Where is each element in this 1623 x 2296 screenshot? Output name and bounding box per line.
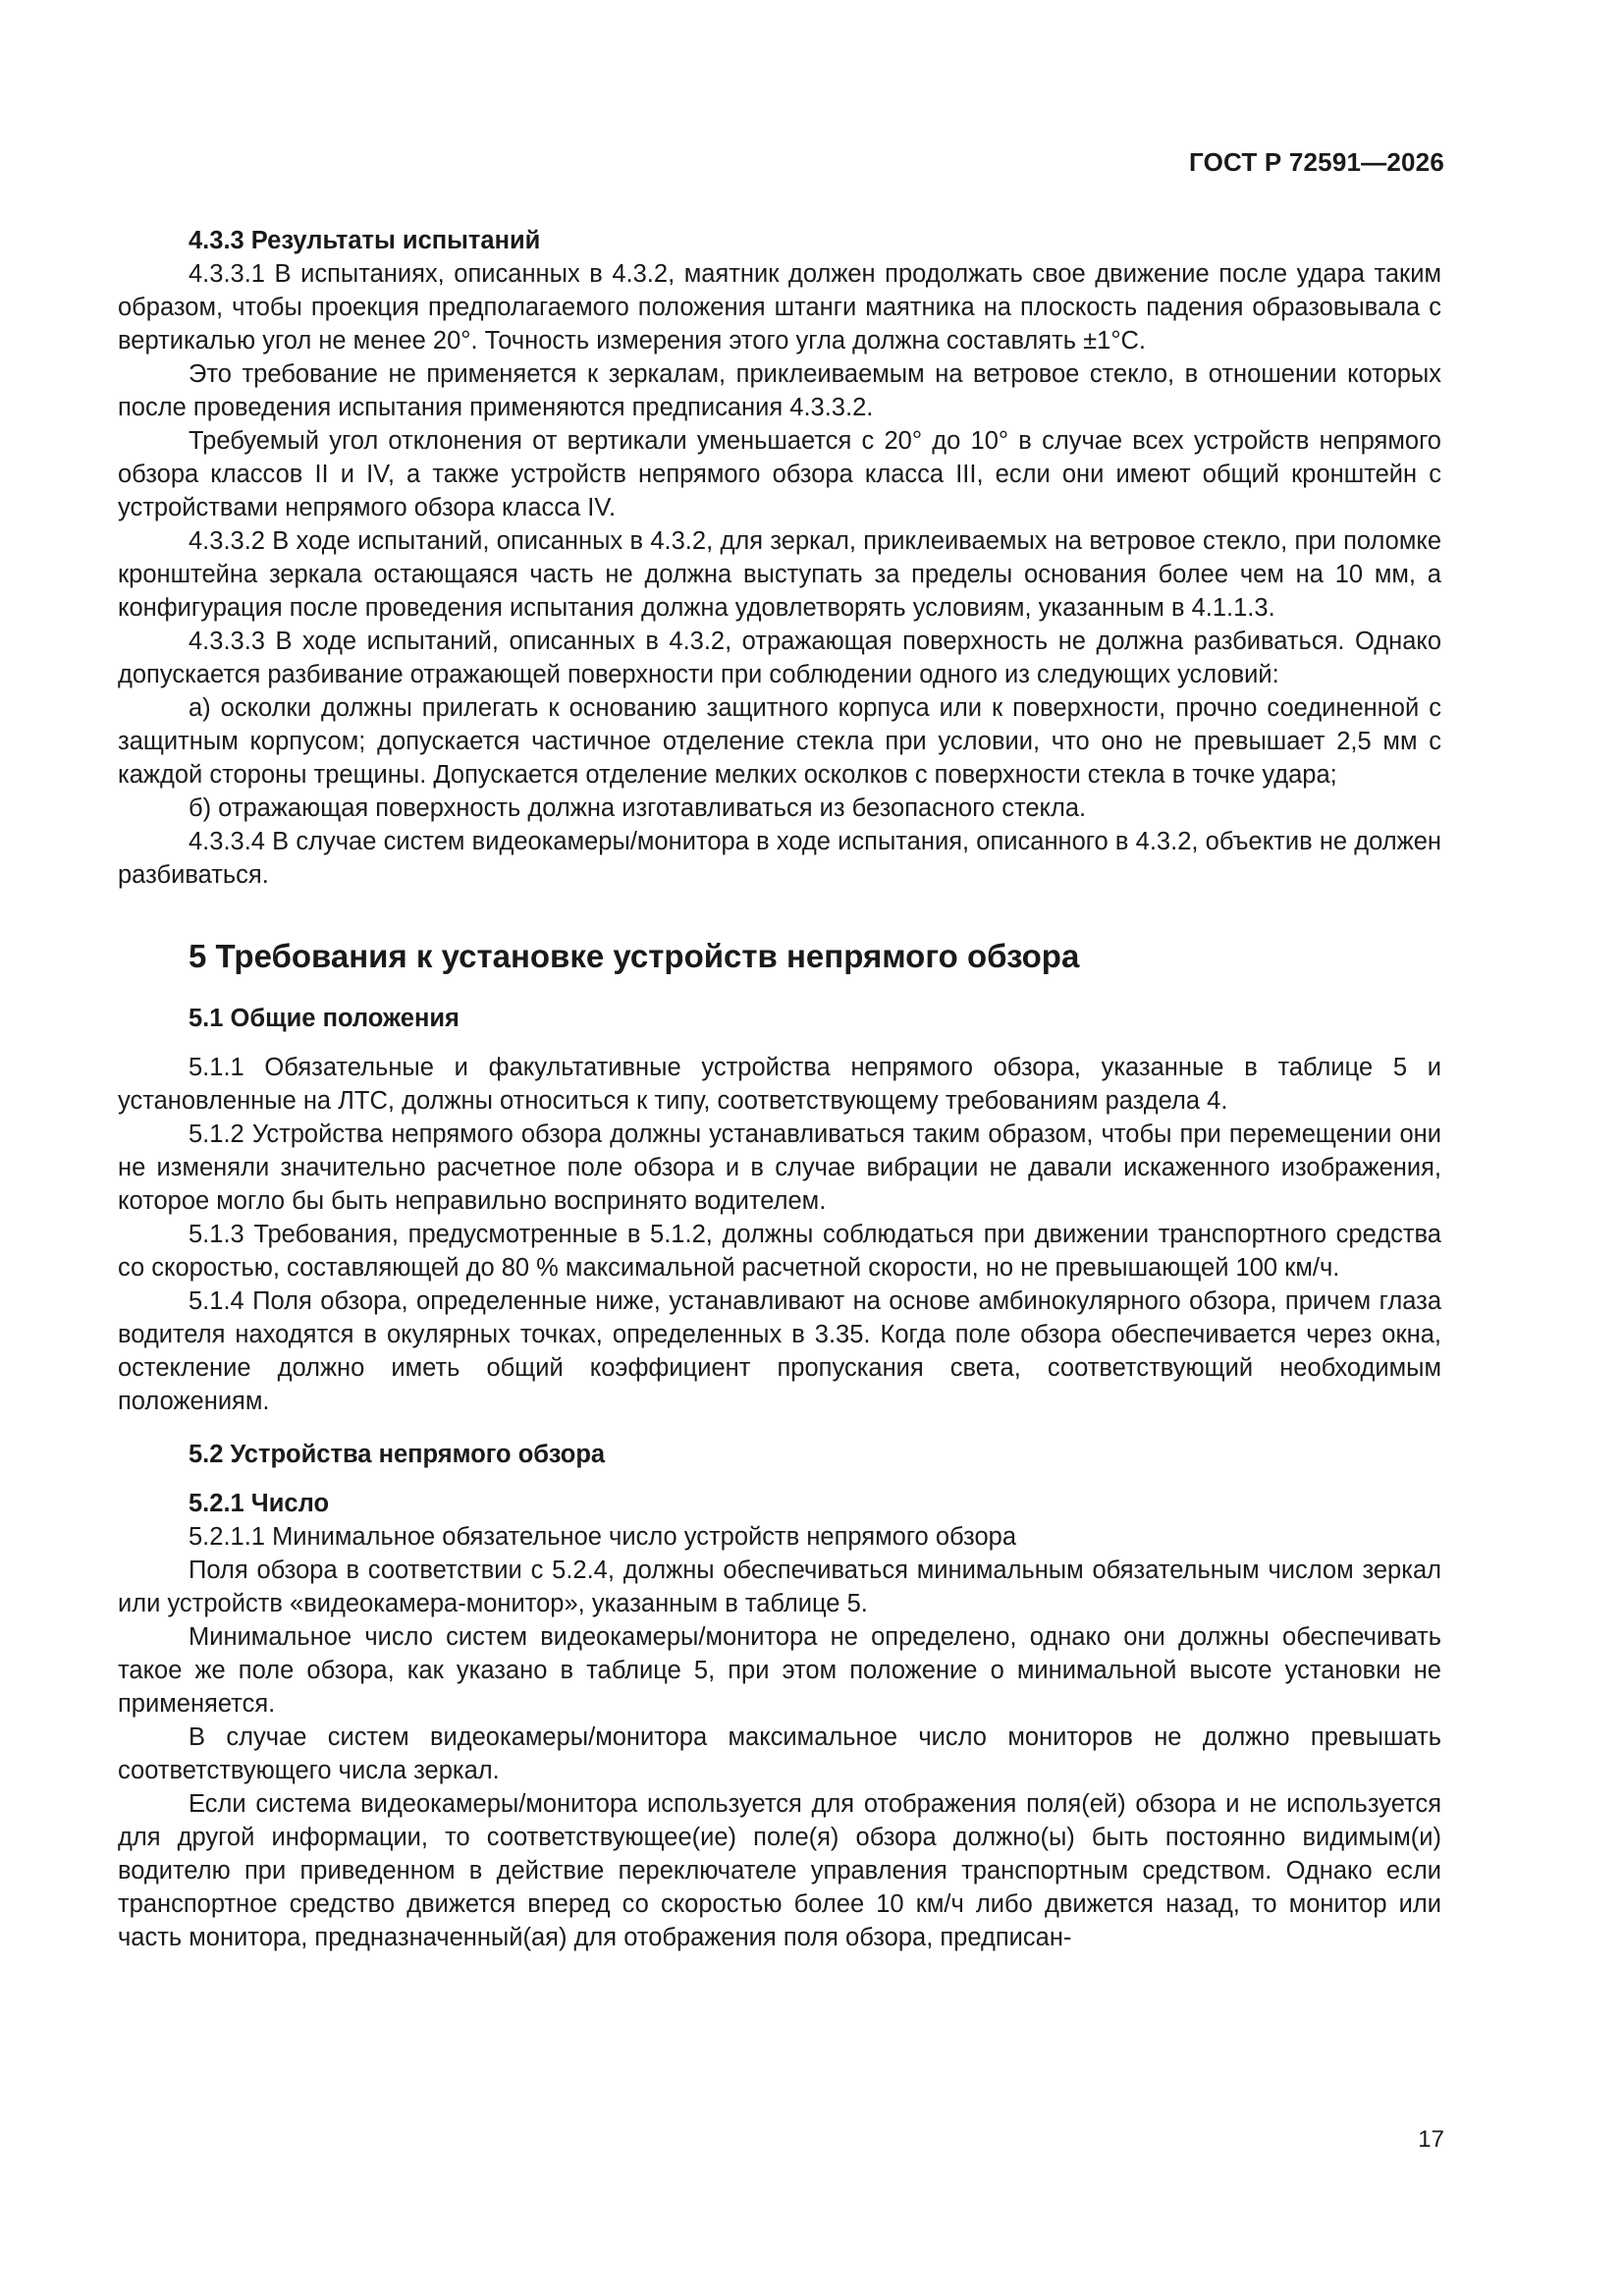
paragraph-4-3-3-2: 4.3.3.2 В ходе испытаний, описанных в 4.3.2, для зеркал, приклеиваемых на ветровое стекло, при поломке кронштейна зеркала остающаяся часть не должна выступать за пределы основания более чем на 10 мм, а конфигурация после проведения испытания должна удовлетворять условиям, указанным в 4.1.1.3. (118, 527, 1441, 622)
document-header: ГОСТ Р 72591—2026 (1189, 147, 1444, 177)
section-5-1-title: 5.1 Общие положения (189, 1005, 460, 1032)
paragraph-5-2-1-1-display: Если система видеокамеры/монитора используется для отображения поля(ей) обзора и не используется для другой информации, то соответствующее(ие) поле(я) обзора должно(ы) быть постоянно видимым(и) водителю при приведенном в действие переключателе управления транспортным средством. Однако если транспортное средство движется вперед со скоростью более 10 км/ч либо движется назад, то монитор или часть монитора, предназначенный(ая) для отображения поля обзора, предписан- (118, 1790, 1441, 1951)
paragraph-5-2-1-1-monitors: В случае систем видеокамеры/монитора максимальное число мониторов не должно превышать соответствующего числа зеркал. (118, 1723, 1441, 1784)
paragraph-5-2-1-1-fields: Поля обзора в соответствии с 5.2.4, должны обеспечиваться минимальным обязательным числом зеркал или устройств «видеокамера-монитор», указанным в таблице 5. (118, 1557, 1441, 1617)
paragraph-5-1-3: 5.1.3 Требования, предусмотренные в 5.1.2, должны соблюдаться при движении транспортного средства со скоростью, составляющей до 80 % максимальной расчетной скорости, но не превышающей 100 км/ч. (118, 1221, 1441, 1282)
paragraph-4-3-3-3: 4.3.3.3 В ходе испытаний, описанных в 4.3.2, отражающая поверхность не должна разбиваться. Однако допускается разбивание отражающей поверхности при соблюдении одного из следующих условий: (118, 628, 1441, 688)
page-number: 17 (1418, 2126, 1444, 2153)
list-item-a: а) осколки должны прилегать к основанию защитного корпуса или к поверхности, прочно соединенной с защитным корпусом; допускается частичное отделение стекла при условии, что оно не превышает 2,5 мм с каждой стороны трещины. Допускается отделение мелких осколков с поверхности стекла в точке удара; (118, 694, 1441, 789)
section-5-2-title: 5.2 Устройства непрямого обзора (189, 1441, 606, 1468)
paragraph-5-1-2: 5.1.2 Устройства непрямого обзора должны устанавливаться таким образом, чтобы при перемещении они не изменяли значительно расчетное поле обзора и в случае вибрации не давали искаженного изображения, которое могло бы быть неправильно воспринято водителем. (118, 1121, 1441, 1215)
paragraph-4-3-3-1-note: Это требование не применяется к зеркалам, приклеиваемым на ветровое стекло, в отношении которых после проведения испытания применяются предписания 4.3.3.2. (118, 360, 1441, 421)
paragraph-4-3-3-1: 4.3.3.1 В испытаниях, описанных в 4.3.2, маятник должен продолжать свое движение после удара таким образом, чтобы проекция предполагаемого положения штанги маятника на плоскость падения образовывала с вертикалью угол не менее 20°. Точность измерения этого угла должна составлять ±1°С. (118, 260, 1441, 355)
section-4-3-3-title: 4.3.3 Результаты испытаний (189, 227, 541, 254)
paragraph-4-3-3-4: 4.3.3.4 В случае систем видеокамеры/монитора в ходе испытания, описанного в 4.3.2, объектив не должен разбиваться. (118, 828, 1441, 889)
paragraph-5-1-4: 5.1.4 Поля обзора, определенные ниже, устанавливают на основе амбинокулярного обзора, причем глаза водителя находятся в окулярных точках, определенных в 3.35. Когда поле обзора обеспечивается через окна, остекление должно иметь общий коэффициент пропускания света, соответствующий необходимым положениям. (118, 1287, 1441, 1415)
section-5-title: 5 Требования к установке устройств непрямого обзора (189, 938, 1080, 974)
paragraph-5-1-1: 5.1.1 Обязательные и факультативные устройства непрямого обзора, указанные в таблице 5 и установленные на ЛТС, должны относиться к типу, соответствующему требованиям раздела 4. (118, 1054, 1441, 1115)
paragraph-5-2-1-1: 5.2.1.1 Минимальное обязательное число устройств непрямого обзора (189, 1523, 1017, 1551)
list-item-b: б) отражающая поверхность должна изготавливаться из безопасного стекла. (189, 794, 1087, 822)
section-5-2-1-title: 5.2.1 Число (189, 1490, 330, 1517)
document-body (118, 224, 1441, 1954)
paragraph-4-3-3-1-angle: Требуемый угол отклонения от вертикали уменьшается с 20° до 10° в случае всех устройств непрямого обзора классов II и IV, а также устройств непрямого обзора класса III, если они имеют общий кронштейн с устройствами непрямого обзора класса IV. (118, 427, 1441, 521)
paragraph-5-2-1-1-cameras: Минимальное число систем видеокамеры/монитора не определено, однако они должны обеспечивать такое же поле обзора, как указано в таблице 5, при этом положение о минимальной высоте установки не применяется. (118, 1623, 1441, 1718)
